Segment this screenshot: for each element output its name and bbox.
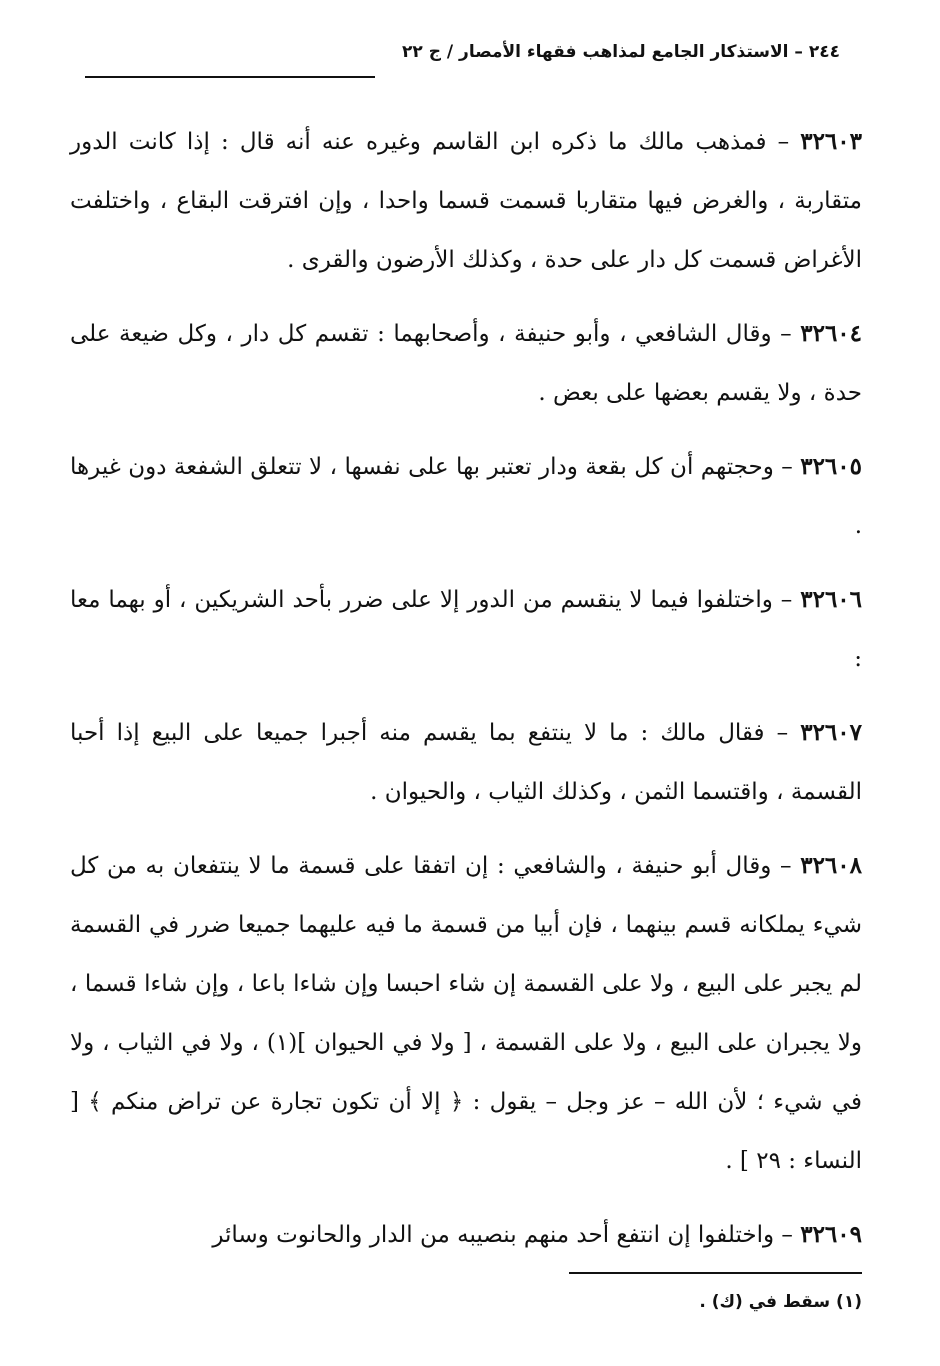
body-text [70, 112, 862, 1279]
paragraph [70, 570, 862, 689]
paragraph [70, 1205, 862, 1265]
paragraph [70, 304, 862, 423]
footnote-rule [569, 1272, 862, 1274]
running-head: ٢٤٤ – الاستذكار الجامع لمذاهب فقهاء الأمصار / ج ٢٢ [402, 42, 840, 62]
paragraph-number: ٣٢٦٠٩ [800, 1221, 862, 1248]
paragraph [70, 112, 862, 290]
footnote: (١) سقط في (ك) . [699, 1292, 862, 1312]
paragraph-text: – وحجتهم أن كل بقعة ودار تعتبر بها على نفسها ، لا تتعلق الشفعة دون غيرها . [70, 454, 862, 539]
paragraph [70, 836, 862, 1191]
paragraph-text: – وقال الشافعي ، وأبو حنيفة ، وأصحابهما : تقسم كل دار ، وكل ضيعة على حدة ، ولا يقسم بعضها على بعض . [70, 321, 862, 406]
paragraph-number: ٣٢٦٠٣ [800, 128, 862, 155]
paragraph-text: – وقال أبو حنيفة ، والشافعي : إن اتفقا على قسمة ما لا ينتفعان به من كل شيء يملكانه قسم بينهما ، فإن أبيا من قسمة ما فيه عليهما جميعا ضرر في القسمة لم يجبر على البيع ، ولا على القسمة إن شاء احبسا وإن شاءا باعا ، وإن شاءا قسما ، ولا يجبران على البيع ، ولا على القسمة ، [ ولا في الحيوان ](١) ، ولا في الثياب ، ولا في شيء ؛ لأن الله – عز وجل – يقول : ﴿ إلا أن تكون تجارة عن تراض منكم ﴾ [ النساء : ٢٩ ] . [70, 853, 862, 1174]
paragraph-number: ٣٢٦٠٥ [800, 453, 862, 480]
paragraph-number: ٣٢٦٠٨ [800, 852, 862, 879]
paragraph [70, 437, 862, 556]
paragraph-text: – واختلفوا إن انتفع أحد منهم بنصيبه من الدار والحانوت وسائر [212, 1222, 793, 1248]
paragraph-text: – واختلفوا فيما لا ينقسم من الدور إلا على ضرر بأحد الشريكين ، أو بهما معا : [70, 587, 862, 672]
header-rule [85, 76, 375, 78]
paragraph-text: – فمذهب مالك ما ذكره ابن القاسم وغيره عنه أنه قال : إذا كانت الدور متقاربة ، والغرض فيها متقاربا قسمت قسما واحدا ، وإن افترقت البقاع ، واختلفت الأغراض قسمت كل دار على حدة ، وكذلك الأرضون والقرى . [70, 129, 862, 273]
paragraph-number: ٣٢٦٠٧ [800, 719, 862, 746]
paragraph-number: ٣٢٦٠٦ [800, 586, 863, 613]
paragraph [70, 703, 862, 822]
paragraph-text: – فقال مالك : ما لا ينتفع بما يقسم منه أجبرا جميعا على البيع إذا أحبا القسمة ، واقتسما الثمن ، وكذلك الثياب ، والحيوان . [70, 720, 862, 805]
paragraph-number: ٣٢٦٠٤ [800, 320, 863, 347]
